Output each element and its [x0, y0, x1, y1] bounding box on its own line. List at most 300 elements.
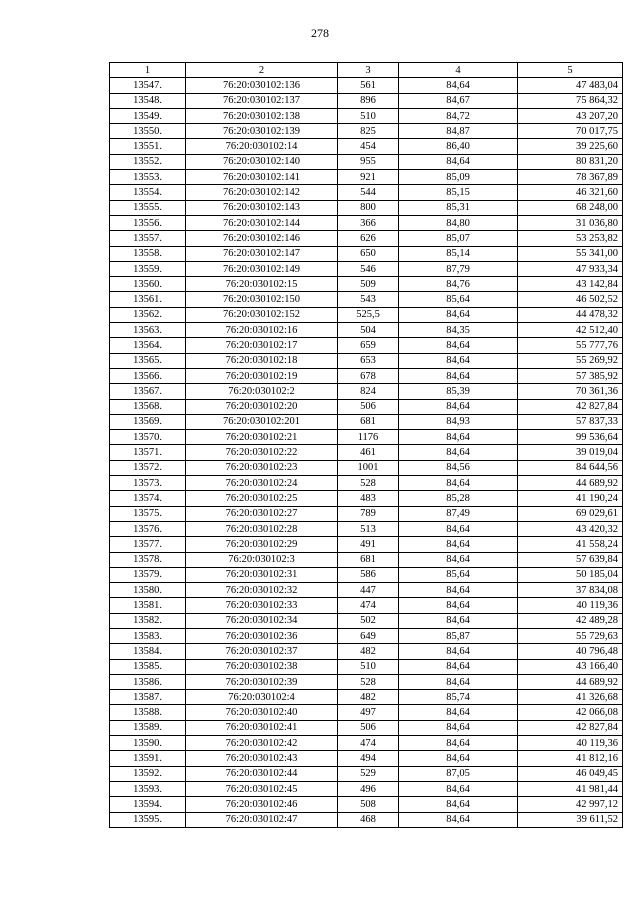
table-row: [110, 93, 623, 108]
cadastral-number-cell: 76:20:030102:27: [186, 506, 338, 521]
rate-cell: 87,79: [399, 261, 518, 276]
cadastral-number-cell: 76:20:030102:38: [186, 659, 338, 674]
area-cell: 896: [338, 93, 399, 108]
row-number-cell: 13575.: [110, 506, 186, 521]
area-cell: 482: [338, 690, 399, 705]
area-cell: 824: [338, 384, 399, 399]
table-row: [110, 353, 623, 368]
table-row: [110, 246, 623, 261]
rate-cell: 84,64: [399, 583, 518, 598]
column-header-3: 3: [338, 63, 399, 78]
area-cell: 544: [338, 185, 399, 200]
table-row: [110, 323, 623, 338]
area-cell: 491: [338, 537, 399, 552]
row-number-cell: 13589.: [110, 720, 186, 735]
value-cell: 42 489,28: [518, 613, 623, 628]
table-row: [110, 78, 623, 93]
table-row: [110, 720, 623, 735]
table-row: [110, 797, 623, 812]
row-number-cell: 13571.: [110, 445, 186, 460]
value-cell: 57 837,33: [518, 414, 623, 429]
table-row: [110, 644, 623, 659]
rate-cell: 84,64: [399, 751, 518, 766]
table-header: [110, 63, 623, 78]
area-cell: 461: [338, 445, 399, 460]
value-cell: 37 834,08: [518, 583, 623, 598]
cadastral-number-cell: 76:20:030102:41: [186, 720, 338, 735]
value-cell: 47 483,04: [518, 78, 623, 93]
rate-cell: 84,64: [399, 537, 518, 552]
area-cell: 497: [338, 705, 399, 720]
value-cell: 55 269,92: [518, 353, 623, 368]
rate-cell: 84,56: [399, 460, 518, 475]
row-number-cell: 13547.: [110, 78, 186, 93]
table-row: [110, 521, 623, 536]
area-cell: 650: [338, 246, 399, 261]
area-cell: 825: [338, 124, 399, 139]
area-cell: 525,5: [338, 307, 399, 322]
value-cell: 42 512,40: [518, 323, 623, 338]
area-cell: 681: [338, 552, 399, 567]
cadastral-number-cell: 76:20:030102:24: [186, 476, 338, 491]
table-row: [110, 690, 623, 705]
area-cell: 474: [338, 598, 399, 613]
cadastral-number-cell: 76:20:030102:142: [186, 185, 338, 200]
cadastral-number-cell: 76:20:030102:15: [186, 277, 338, 292]
row-number-cell: 13559.: [110, 261, 186, 276]
table-row: [110, 445, 623, 460]
area-cell: 474: [338, 736, 399, 751]
value-cell: 70 361,36: [518, 384, 623, 399]
rate-cell: 87,49: [399, 506, 518, 521]
value-cell: 75 864,32: [518, 93, 623, 108]
cadastral-number-cell: 76:20:030102:143: [186, 200, 338, 215]
area-cell: 496: [338, 781, 399, 796]
cadastral-number-cell: 76:20:030102:43: [186, 751, 338, 766]
area-cell: 504: [338, 323, 399, 338]
rate-cell: 84,64: [399, 781, 518, 796]
rate-cell: 84,64: [399, 613, 518, 628]
value-cell: 40 119,36: [518, 598, 623, 613]
value-cell: 43 420,32: [518, 521, 623, 536]
row-number-cell: 13570.: [110, 430, 186, 445]
cadastral-number-cell: 76:20:030102:40: [186, 705, 338, 720]
row-number-cell: 13567.: [110, 384, 186, 399]
rate-cell: 84,76: [399, 277, 518, 292]
area-cell: 955: [338, 154, 399, 169]
row-number-cell: 13550.: [110, 124, 186, 139]
value-cell: 31 036,80: [518, 215, 623, 230]
rate-cell: 87,05: [399, 766, 518, 781]
cadastral-number-cell: 76:20:030102:20: [186, 399, 338, 414]
cadastral-number-cell: 76:20:030102:147: [186, 246, 338, 261]
value-cell: 80 831,20: [518, 154, 623, 169]
rate-cell: 84,93: [399, 414, 518, 429]
rate-cell: 84,64: [399, 812, 518, 827]
row-number-cell: 13568.: [110, 399, 186, 414]
rate-cell: 84,64: [399, 78, 518, 93]
row-number-cell: 13569.: [110, 414, 186, 429]
rate-cell: 84,64: [399, 368, 518, 383]
value-cell: 42 066,08: [518, 705, 623, 720]
table-row: [110, 567, 623, 582]
cadastral-number-cell: 76:20:030102:33: [186, 598, 338, 613]
table-row: [110, 108, 623, 123]
area-cell: 561: [338, 78, 399, 93]
area-cell: 528: [338, 674, 399, 689]
table-row: [110, 215, 623, 230]
value-cell: 78 367,89: [518, 170, 623, 185]
row-number-cell: 13551.: [110, 139, 186, 154]
cadastral-number-cell: 76:20:030102:138: [186, 108, 338, 123]
row-number-cell: 13554.: [110, 185, 186, 200]
value-cell: 69 029,61: [518, 506, 623, 521]
value-cell: 44 689,92: [518, 674, 623, 689]
table-body: [110, 78, 623, 828]
cadastral-number-cell: 76:20:030102:16: [186, 323, 338, 338]
cadastral-value-table: [109, 62, 623, 828]
area-cell: 447: [338, 583, 399, 598]
value-cell: 55 729,63: [518, 628, 623, 643]
rate-cell: 84,64: [399, 720, 518, 735]
row-number-cell: 13555.: [110, 200, 186, 215]
table-row: [110, 812, 623, 827]
row-number-cell: 13590.: [110, 736, 186, 751]
value-cell: 42 827,84: [518, 720, 623, 735]
area-cell: 510: [338, 659, 399, 674]
rate-cell: 85,09: [399, 170, 518, 185]
value-cell: 39 019,04: [518, 445, 623, 460]
area-cell: 509: [338, 277, 399, 292]
cadastral-number-cell: 76:20:030102:17: [186, 338, 338, 353]
rate-cell: 85,64: [399, 292, 518, 307]
value-cell: 46 049,45: [518, 766, 623, 781]
cadastral-number-cell: 76:20:030102:150: [186, 292, 338, 307]
row-number-cell: 13562.: [110, 307, 186, 322]
row-number-cell: 13576.: [110, 521, 186, 536]
table-row: [110, 674, 623, 689]
column-header-1: 1: [110, 63, 186, 78]
rate-cell: 84,64: [399, 674, 518, 689]
rate-cell: 84,64: [399, 736, 518, 751]
table-row: [110, 292, 623, 307]
rate-cell: 84,64: [399, 154, 518, 169]
area-cell: 483: [338, 491, 399, 506]
rate-cell: 84,64: [399, 476, 518, 491]
value-cell: 99 536,64: [518, 430, 623, 445]
value-cell: 47 933,34: [518, 261, 623, 276]
row-number-cell: 13552.: [110, 154, 186, 169]
cadastral-number-cell: 76:20:030102:140: [186, 154, 338, 169]
table-row: [110, 399, 623, 414]
value-cell: 41 812,16: [518, 751, 623, 766]
cadastral-number-cell: 76:20:030102:46: [186, 797, 338, 812]
table-row: [110, 491, 623, 506]
row-number-cell: 13553.: [110, 170, 186, 185]
value-cell: 57 639,84: [518, 552, 623, 567]
table-row: [110, 506, 623, 521]
rate-cell: 84,35: [399, 323, 518, 338]
row-number-cell: 13593.: [110, 781, 186, 796]
cadastral-number-cell: 76:20:030102:36: [186, 628, 338, 643]
row-number-cell: 13560.: [110, 277, 186, 292]
table-row: [110, 139, 623, 154]
area-cell: 789: [338, 506, 399, 521]
value-cell: 39 611,52: [518, 812, 623, 827]
table-row: [110, 583, 623, 598]
rate-cell: 84,64: [399, 521, 518, 536]
area-cell: 649: [338, 628, 399, 643]
value-cell: 46 502,52: [518, 292, 623, 307]
row-number-cell: 13587.: [110, 690, 186, 705]
table-row: [110, 414, 623, 429]
row-number-cell: 13588.: [110, 705, 186, 720]
area-cell: 510: [338, 108, 399, 123]
area-cell: 502: [338, 613, 399, 628]
row-number-cell: 13565.: [110, 353, 186, 368]
rate-cell: 84,80: [399, 215, 518, 230]
row-number-cell: 13549.: [110, 108, 186, 123]
cadastral-number-cell: 76:20:030102:21: [186, 430, 338, 445]
column-header-2: 2: [186, 63, 338, 78]
cadastral-number-cell: 76:20:030102:18: [186, 353, 338, 368]
rate-cell: 85,28: [399, 491, 518, 506]
table-row: [110, 613, 623, 628]
row-number-cell: 13566.: [110, 368, 186, 383]
row-number-cell: 13585.: [110, 659, 186, 674]
value-cell: 41 190,24: [518, 491, 623, 506]
value-cell: 42 827,84: [518, 399, 623, 414]
rate-cell: 84,72: [399, 108, 518, 123]
area-cell: 468: [338, 812, 399, 827]
value-cell: 84 644,56: [518, 460, 623, 475]
table-row: [110, 552, 623, 567]
cadastral-number-cell: 76:20:030102:31: [186, 567, 338, 582]
cadastral-number-cell: 76:20:030102:39: [186, 674, 338, 689]
header-row: [110, 63, 623, 78]
cadastral-number-cell: 76:20:030102:37: [186, 644, 338, 659]
rate-cell: 85,31: [399, 200, 518, 215]
value-cell: 42 997,12: [518, 797, 623, 812]
value-cell: 43 166,40: [518, 659, 623, 674]
row-number-cell: 13573.: [110, 476, 186, 491]
value-cell: 50 185,04: [518, 567, 623, 582]
cadastral-number-cell: 76:20:030102:44: [186, 766, 338, 781]
area-cell: 1001: [338, 460, 399, 475]
rate-cell: 84,64: [399, 659, 518, 674]
rate-cell: 85,14: [399, 246, 518, 261]
cadastral-number-cell: 76:20:030102:42: [186, 736, 338, 751]
table-row: [110, 170, 623, 185]
cadastral-number-cell: 76:20:030102:4: [186, 690, 338, 705]
rate-cell: 85,07: [399, 231, 518, 246]
value-cell: 41 558,24: [518, 537, 623, 552]
value-cell: 40 796,48: [518, 644, 623, 659]
value-cell: 70 017,75: [518, 124, 623, 139]
column-header-4: 4: [399, 63, 518, 78]
rate-cell: 84,64: [399, 552, 518, 567]
area-cell: 800: [338, 200, 399, 215]
cadastral-number-cell: 76:20:030102:25: [186, 491, 338, 506]
rate-cell: 84,64: [399, 338, 518, 353]
area-cell: 546: [338, 261, 399, 276]
table-row: [110, 231, 623, 246]
area-cell: 508: [338, 797, 399, 812]
value-cell: 41 326,68: [518, 690, 623, 705]
row-number-cell: 13586.: [110, 674, 186, 689]
area-cell: 482: [338, 644, 399, 659]
table-row: [110, 766, 623, 781]
cadastral-number-cell: 76:20:030102:28: [186, 521, 338, 536]
page-number: 278: [311, 26, 329, 40]
cadastral-number-cell: 76:20:030102:144: [186, 215, 338, 230]
row-number-cell: 13548.: [110, 93, 186, 108]
cadastral-number-cell: 76:20:030102:139: [186, 124, 338, 139]
rate-cell: 84,64: [399, 307, 518, 322]
row-number-cell: 13557.: [110, 231, 186, 246]
table-row: [110, 277, 623, 292]
row-number-cell: 13572.: [110, 460, 186, 475]
value-cell: 53 253,82: [518, 231, 623, 246]
row-number-cell: 13564.: [110, 338, 186, 353]
cadastral-number-cell: 76:20:030102:14: [186, 139, 338, 154]
area-cell: 494: [338, 751, 399, 766]
area-cell: 659: [338, 338, 399, 353]
row-number-cell: 13580.: [110, 583, 186, 598]
value-cell: 46 321,60: [518, 185, 623, 200]
row-number-cell: 13578.: [110, 552, 186, 567]
row-number-cell: 13582.: [110, 613, 186, 628]
cadastral-number-cell: 76:20:030102:23: [186, 460, 338, 475]
value-cell: 43 207,20: [518, 108, 623, 123]
rate-cell: 84,64: [399, 705, 518, 720]
value-cell: 55 341,00: [518, 246, 623, 261]
area-cell: 454: [338, 139, 399, 154]
cadastral-number-cell: 76:20:030102:45: [186, 781, 338, 796]
cadastral-number-cell: 76:20:030102:19: [186, 368, 338, 383]
value-cell: 57 385,92: [518, 368, 623, 383]
table-row: [110, 384, 623, 399]
table-row: [110, 307, 623, 322]
rate-cell: 84,64: [399, 445, 518, 460]
rate-cell: 85,87: [399, 628, 518, 643]
cadastral-number-cell: 76:20:030102:2: [186, 384, 338, 399]
area-cell: 529: [338, 766, 399, 781]
cadastral-number-cell: 76:20:030102:29: [186, 537, 338, 552]
area-cell: 1176: [338, 430, 399, 445]
area-cell: 678: [338, 368, 399, 383]
rate-cell: 84,67: [399, 93, 518, 108]
rate-cell: 85,39: [399, 384, 518, 399]
row-number-cell: 13584.: [110, 644, 186, 659]
area-cell: 506: [338, 720, 399, 735]
cadastral-number-cell: 76:20:030102:152: [186, 307, 338, 322]
rate-cell: 84,64: [399, 399, 518, 414]
table-row: [110, 460, 623, 475]
cadastral-number-cell: 76:20:030102:149: [186, 261, 338, 276]
area-cell: 366: [338, 215, 399, 230]
row-number-cell: 13595.: [110, 812, 186, 827]
row-number-cell: 13563.: [110, 323, 186, 338]
table-row: [110, 154, 623, 169]
cadastral-number-cell: 76:20:030102:3: [186, 552, 338, 567]
rate-cell: 84,64: [399, 430, 518, 445]
table-row: [110, 368, 623, 383]
table-row: [110, 261, 623, 276]
row-number-cell: 13579.: [110, 567, 186, 582]
value-cell: 39 225,60: [518, 139, 623, 154]
value-cell: 55 777,76: [518, 338, 623, 353]
area-cell: 528: [338, 476, 399, 491]
area-cell: 513: [338, 521, 399, 536]
table-row: [110, 736, 623, 751]
area-cell: 653: [338, 353, 399, 368]
table-row: [110, 705, 623, 720]
table-row: [110, 598, 623, 613]
table-row: [110, 476, 623, 491]
area-cell: 921: [338, 170, 399, 185]
cadastral-number-cell: 76:20:030102:47: [186, 812, 338, 827]
rate-cell: 84,87: [399, 124, 518, 139]
area-cell: 681: [338, 414, 399, 429]
rate-cell: 86,40: [399, 139, 518, 154]
value-cell: 68 248,00: [518, 200, 623, 215]
area-cell: 586: [338, 567, 399, 582]
row-number-cell: 13583.: [110, 628, 186, 643]
cadastral-number-cell: 76:20:030102:146: [186, 231, 338, 246]
row-number-cell: 13574.: [110, 491, 186, 506]
table-row: [110, 338, 623, 353]
cadastral-number-cell: 76:20:030102:32: [186, 583, 338, 598]
rate-cell: 85,74: [399, 690, 518, 705]
row-number-cell: 13581.: [110, 598, 186, 613]
row-number-cell: 13591.: [110, 751, 186, 766]
row-number-cell: 13594.: [110, 797, 186, 812]
area-cell: 626: [338, 231, 399, 246]
table-row: [110, 628, 623, 643]
table-row: [110, 200, 623, 215]
table-row: [110, 781, 623, 796]
table-row: [110, 659, 623, 674]
cadastral-number-cell: 76:20:030102:22: [186, 445, 338, 460]
cadastral-number-cell: 76:20:030102:34: [186, 613, 338, 628]
table-row: [110, 185, 623, 200]
row-number-cell: 13558.: [110, 246, 186, 261]
row-number-cell: 13592.: [110, 766, 186, 781]
value-cell: 44 689,92: [518, 476, 623, 491]
table-row: [110, 537, 623, 552]
rate-cell: 84,64: [399, 598, 518, 613]
value-cell: 40 119,36: [518, 736, 623, 751]
value-cell: 44 478,32: [518, 307, 623, 322]
value-cell: 41 981,44: [518, 781, 623, 796]
column-header-5: 5: [518, 63, 623, 78]
rate-cell: 84,64: [399, 353, 518, 368]
row-number-cell: 13561.: [110, 292, 186, 307]
area-cell: 543: [338, 292, 399, 307]
table-row: [110, 430, 623, 445]
cadastral-number-cell: 76:20:030102:201: [186, 414, 338, 429]
cadastral-number-cell: 76:20:030102:137: [186, 93, 338, 108]
table-row: [110, 124, 623, 139]
table-row: [110, 751, 623, 766]
area-cell: 506: [338, 399, 399, 414]
rate-cell: 85,64: [399, 567, 518, 582]
rate-cell: 84,64: [399, 797, 518, 812]
rate-cell: 84,64: [399, 644, 518, 659]
row-number-cell: 13577.: [110, 537, 186, 552]
row-number-cell: 13556.: [110, 215, 186, 230]
